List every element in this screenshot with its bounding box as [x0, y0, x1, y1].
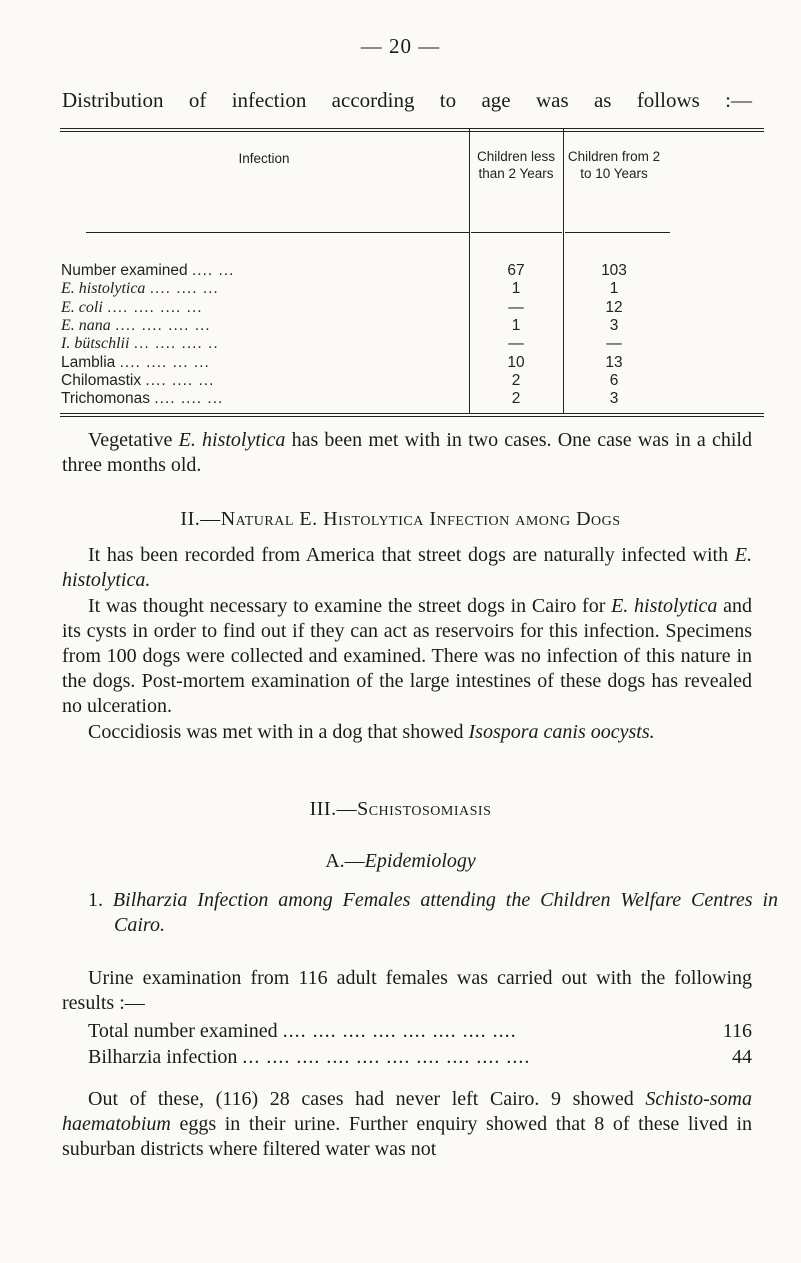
table-cell-2-to-10: 103: [601, 262, 627, 279]
table-row-label: E. histolytica .... .... ...: [61, 280, 219, 298]
result-total: Total number examined .... .... .... .... .... .... .... .... 116: [88, 1020, 752, 1042]
table-cell-2-to-10: —: [606, 335, 622, 353]
table-cell-under-2: —: [508, 298, 524, 316]
table-cell-2-to-10: 3: [609, 390, 619, 408]
paragraph-out-of-these: Out of these, (116) 28 cases had never left Cairo. 9 showed Schisto-soma haematobium eggs in their urine. Further enquiry showed that 8 of these lived in suburban districts where filtered water was not: [62, 1088, 752, 1160]
table-cell-2-to-10: 12: [605, 298, 623, 316]
table-top-rule: [60, 131, 764, 132]
table-cell-2-to-10: 1: [609, 280, 619, 298]
table-header-rule: [86, 232, 469, 233]
table-row-label: Lamblia .... .... ... ...: [61, 353, 210, 371]
table-header-2-to-10: Children from 2 to 10 Years: [567, 149, 661, 181]
table-cell-under-2: 1: [511, 316, 521, 334]
result-bilharzia: Bilharzia infection ... .... .... .... .... .... .... .... .... .... 44: [88, 1046, 752, 1068]
table-row-label: Number examined .... ...: [61, 262, 235, 279]
section-heading-dogs: II.—Natural E. Histolytica Infection among Dogs: [180, 508, 621, 530]
table-cell-under-2: 2: [511, 371, 521, 389]
table-row-label: E. coli .... .... .... ...: [61, 298, 203, 316]
section-heading-schistosomiasis: III.—Schistosomiasis: [309, 798, 492, 820]
table-cell-under-2: 1: [511, 280, 521, 298]
table-row-label: E. nana .... .... .... ...: [61, 316, 211, 334]
table-cell-2-to-10: 3: [609, 316, 619, 334]
paragraph-urine: Urine examination from 116 adult females was carried out with the following results :—: [62, 967, 752, 1014]
table-row-label: Trichomonas .... .... ...: [61, 390, 224, 408]
table-cell-2-to-10: 13: [605, 353, 623, 371]
item-bilharzia-heading: 1. Bilharzia Infection among Females attending the Children Welfare Centres in Cairo.: [88, 889, 778, 936]
table-cell-under-2: 2: [511, 390, 521, 408]
table-cell-2-to-10: 6: [609, 371, 619, 389]
paragraph-coccidiosis: Coccidiosis was met with in a dog that showed Isospora canis oocysts.: [88, 721, 655, 743]
page-number: — 20 —: [360, 34, 441, 58]
paragraph-cairo-dogs: It was thought necessary to examine the street dogs in Cairo for E. histolytica and its cysts in order to find out if they can act as reservoirs for this infection. Specimens from 100 dogs were collected and examined. There was no infection of this nature in the dogs. Post-mortem examination of the large intestines of these dogs has revealed no ulceration.: [62, 595, 752, 717]
table-header-under-2: Children less than 2 Years: [476, 149, 556, 181]
table-row-label: Chilomastix .... .... ...: [61, 371, 215, 389]
table-bottom-rule: [60, 416, 764, 417]
table-top-rule: [60, 128, 764, 129]
table-bottom-rule: [60, 413, 764, 414]
table-header-infection: Infection: [238, 151, 290, 166]
table-row-label: I. bütschlii ... .... .... ..: [61, 335, 219, 353]
table-cell-under-2: —: [508, 335, 524, 353]
table-cell-under-2: 10: [507, 353, 525, 371]
paragraph-vegetative: Vegetative E. histolytica has been met with in two cases. One case was in a child three months old.: [62, 429, 752, 476]
paragraph-america: It has been recorded from America that street dogs are naturally infected with E. histolytica.: [62, 544, 752, 591]
table-cell-under-2: 67: [507, 262, 525, 279]
table-header-rule: [565, 232, 670, 233]
intro-text: Distribution of infection according to age was as follows :—: [62, 88, 752, 112]
table-header-rule: [471, 232, 562, 233]
subheading-epidemiology: A.—Epidemiology: [325, 850, 476, 872]
